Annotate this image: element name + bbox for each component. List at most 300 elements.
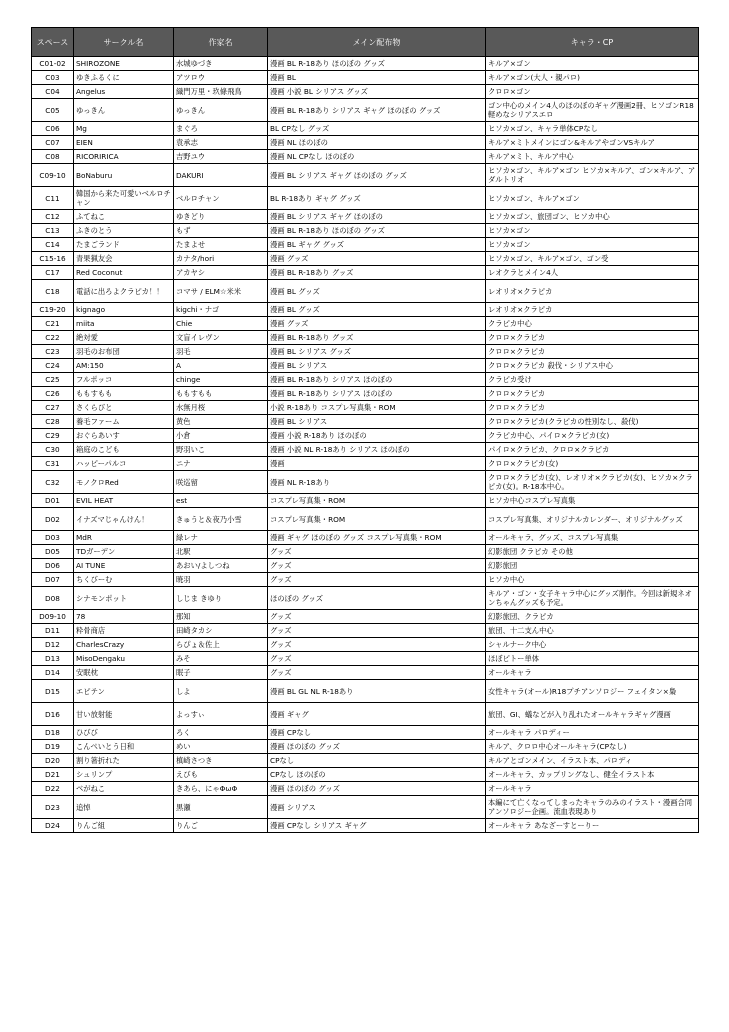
main-items-cell: 漫画 小説 R-18あり ほのぼの — [268, 429, 486, 443]
table-row — [32, 768, 699, 782]
character-cp-cell: オールキャラ あなざーすとーりー — [486, 819, 699, 833]
main-items-cell: グッズ — [268, 666, 486, 680]
table-row — [32, 680, 699, 703]
author-name-cell: ろく — [174, 726, 268, 740]
character-cp-cell: ヒソカ中心コスプレ写真集 — [486, 494, 699, 508]
space-cell: D06 — [32, 559, 74, 573]
circle-name-cell: Red Coconut — [74, 266, 174, 280]
space-cell: C30 — [32, 443, 74, 457]
main-items-cell: 漫画 BL グッズ — [268, 280, 486, 303]
space-cell: C27 — [32, 401, 74, 415]
table-row — [32, 782, 699, 796]
table-row — [32, 587, 699, 610]
table-row — [32, 71, 699, 85]
table-row — [32, 150, 699, 164]
circle-name-cell: おぐらあいす — [74, 429, 174, 443]
space-cell: C31 — [32, 457, 74, 471]
main-items-cell: 漫画 BL シリアス — [268, 415, 486, 429]
circle-name-cell: ちくびーむ — [74, 573, 174, 587]
circle-name-cell: SHIROZONE — [74, 57, 174, 71]
circle-name-cell: モノクロRed — [74, 471, 174, 494]
circle-name-cell: 甘い放射能 — [74, 703, 174, 726]
author-name-cell: えびも — [174, 768, 268, 782]
space-cell: C01-02 — [32, 57, 74, 71]
table-row — [32, 545, 699, 559]
table-row — [32, 252, 699, 266]
circle-name-cell: 電話に出ろよクラピカ！！ — [74, 280, 174, 303]
main-items-cell: 漫画 BL シリアス — [268, 359, 486, 373]
author-name-cell: 文盲イレヴン — [174, 331, 268, 345]
space-cell: C08 — [32, 150, 74, 164]
main-items-cell: 漫画 ほのぼの グッズ — [268, 782, 486, 796]
author-name-cell: きあら、にゃΦωΦ — [174, 782, 268, 796]
author-name-cell: まぐろ — [174, 122, 268, 136]
main-items-cell: グッズ — [268, 624, 486, 638]
space-cell: C24 — [32, 359, 74, 373]
main-items-cell: 漫画 ギャグ — [268, 703, 486, 726]
main-items-cell: 漫画 ほのぼの グッズ — [268, 740, 486, 754]
space-cell: D07 — [32, 573, 74, 587]
circle-name-cell: こんぺいとう日和 — [74, 740, 174, 754]
table-header — [32, 28, 699, 57]
main-items-cell: 漫画 CPなし シリアス ギャグ — [268, 819, 486, 833]
author-name-cell: ベルロチャン — [174, 187, 268, 210]
character-cp-cell: ヒソカ×ゴン — [486, 224, 699, 238]
main-items-cell: 漫画 BL シリアス ギャグ ほのぼの グッズ — [268, 164, 486, 187]
main-items-cell: 小説 R-18あり コスプレ写真集・ROM — [268, 401, 486, 415]
table-row — [32, 754, 699, 768]
circle-name-cell: 韓国から来た可愛いベルロチャン — [74, 187, 174, 210]
circle-name-cell: ひびび — [74, 726, 174, 740]
main-items-cell: ほのぼの グッズ — [268, 587, 486, 610]
author-name-cell: りんご — [174, 819, 268, 833]
space-cell: C18 — [32, 280, 74, 303]
author-name-cell: あおい/よしつね — [174, 559, 268, 573]
table-row — [32, 359, 699, 373]
table-row — [32, 610, 699, 624]
author-name-cell: 野羽いこ — [174, 443, 268, 457]
space-cell: C21 — [32, 317, 74, 331]
circle-name-cell: 78 — [74, 610, 174, 624]
character-cp-cell: クラピカ受け — [486, 373, 699, 387]
circle-name-cell: 粋骨商店 — [74, 624, 174, 638]
main-items-cell: 漫画 BL GL NL R-18あり — [268, 680, 486, 703]
character-cp-cell: 女性キャラ(オール)R18プチアンソロジー フェイタン×梟 — [486, 680, 699, 703]
main-items-cell: 漫画 BL R-18あり グッズ — [268, 266, 486, 280]
character-cp-cell: オールキャラ — [486, 782, 699, 796]
main-items-cell: 漫画 BL R-18あり シリアス ほのぼの — [268, 373, 486, 387]
circle-name-cell: ふてねこ — [74, 210, 174, 224]
character-cp-cell: ヒソカ×ゴン、旅団ゴン、ヒソカ中心 — [486, 210, 699, 224]
main-items-cell: グッズ — [268, 638, 486, 652]
main-items-cell: BL CPなし グッズ — [268, 122, 486, 136]
space-cell: D21 — [32, 768, 74, 782]
space-cell: C06 — [32, 122, 74, 136]
character-cp-cell: オールキャラ パロディー — [486, 726, 699, 740]
author-name-cell: たまよせ — [174, 238, 268, 252]
character-cp-cell: クロロ×クラピカ(女)、レオリオ×クラピカ(女)、ヒソカ×クラピカ(女)。R-18本中心。 — [486, 471, 699, 494]
space-cell: C28 — [32, 415, 74, 429]
circle-name-cell: EVIL HEAT — [74, 494, 174, 508]
table-row — [32, 136, 699, 150]
main-items-cell: CPなし — [268, 754, 486, 768]
main-items-cell: 漫画 BL シリアス グッズ — [268, 345, 486, 359]
circle-name-cell: Angelus — [74, 85, 174, 99]
space-cell: C29 — [32, 429, 74, 443]
author-name-cell: しじま きゆり — [174, 587, 268, 610]
space-cell: C09-10 — [32, 164, 74, 187]
circle-name-cell: 割り箸折れた — [74, 754, 174, 768]
author-name-cell: アツロウ — [174, 71, 268, 85]
table-row — [32, 122, 699, 136]
table-row — [32, 796, 699, 819]
table-row — [32, 303, 699, 317]
character-cp-cell: キルア×ゴン(大人・親パロ) — [486, 71, 699, 85]
character-cp-cell: キルア×ミトメインにゴン&キルアやゴンVSキルア — [486, 136, 699, 150]
space-cell: D23 — [32, 796, 74, 819]
space-cell: D03 — [32, 531, 74, 545]
circle-name-cell: フルポッコ — [74, 373, 174, 387]
character-cp-cell: クロロ×クラピカ(クラピカの性別なし、殺伐) — [486, 415, 699, 429]
character-cp-cell: クロロ×クラピカ 殺伐・シリアス中心 — [486, 359, 699, 373]
author-name-cell: 黒瀬 — [174, 796, 268, 819]
space-cell: D16 — [32, 703, 74, 726]
main-items-cell: グッズ — [268, 652, 486, 666]
table-row — [32, 373, 699, 387]
space-cell: D11 — [32, 624, 74, 638]
main-items-cell: 漫画 CPなし — [268, 726, 486, 740]
main-items-cell: コスプレ写真集・ROM — [268, 494, 486, 508]
table-row — [32, 317, 699, 331]
space-cell: D12 — [32, 638, 74, 652]
circle-name-cell: シュリンプ — [74, 768, 174, 782]
table-row — [32, 652, 699, 666]
main-items-cell: 漫画 BL — [268, 71, 486, 85]
author-name-cell: 吉野ユウ — [174, 150, 268, 164]
main-items-cell: 漫画 NL ほのぼの — [268, 136, 486, 150]
author-name-cell: 水城ゆづき — [174, 57, 268, 71]
space-cell: C32 — [32, 471, 74, 494]
main-items-cell: 漫画 BL R-18あり グッズ — [268, 331, 486, 345]
character-cp-cell: ヒソカ×ゴン — [486, 238, 699, 252]
author-name-cell: ゆっきん — [174, 99, 268, 122]
circle-name-cell: AI TUNE — [74, 559, 174, 573]
character-cp-cell: クラピカ中心 — [486, 317, 699, 331]
main-items-cell: グッズ — [268, 559, 486, 573]
space-cell: C22 — [32, 331, 74, 345]
main-items-cell: グッズ — [268, 545, 486, 559]
space-cell: D24 — [32, 819, 74, 833]
table-row — [32, 703, 699, 726]
author-name-cell: カナタ/hori — [174, 252, 268, 266]
circle-name-cell: ハッピーパルコ — [74, 457, 174, 471]
space-cell: C13 — [32, 224, 74, 238]
circle-name-cell: RICORIRICA — [74, 150, 174, 164]
main-items-cell: 漫画 BL R-18あり シリアス ほのぼの — [268, 387, 486, 401]
space-cell: D02 — [32, 508, 74, 531]
author-name-cell: est — [174, 494, 268, 508]
character-cp-cell: パイロ×クラピカ、クロロ×クラピカ — [486, 443, 699, 457]
main-items-cell: コスプレ写真集・ROM — [268, 508, 486, 531]
space-cell: C11 — [32, 187, 74, 210]
main-items-cell: 漫画 BL シリアス ギャグ ほのぼの — [268, 210, 486, 224]
circle-name-cell: 青果猟友会 — [74, 252, 174, 266]
character-cp-cell: ヒソカ×ゴン、キルア×ゴン ヒソカ×キルア、ゴン×キルア、アダルトリオ — [486, 164, 699, 187]
space-cell: D08 — [32, 587, 74, 610]
author-name-cell: もず — [174, 224, 268, 238]
table-row — [32, 266, 699, 280]
author-name-cell: 田崎タカシ — [174, 624, 268, 638]
circle-name-cell: たまごランド — [74, 238, 174, 252]
author-name-cell: 黄色 — [174, 415, 268, 429]
circle-name-cell: 安眠枕 — [74, 666, 174, 680]
character-cp-cell: キルアとゴンメイン、イラスト本、パロディ — [486, 754, 699, 768]
author-name-cell: らぴょ＆佐上 — [174, 638, 268, 652]
main-items-cell: BL R-18あり ギャグ グッズ — [268, 187, 486, 210]
character-cp-cell: キルア、クロロ中心オールキャラ(CPなし) — [486, 740, 699, 754]
table-row — [32, 726, 699, 740]
author-name-cell: きゅうと＆夜乃小雪 — [174, 508, 268, 531]
circle-name-cell: EIEN — [74, 136, 174, 150]
circle-table — [31, 27, 699, 833]
space-cell: C15-16 — [32, 252, 74, 266]
table-row — [32, 443, 699, 457]
circle-name-cell: 羽毛のお布団 — [74, 345, 174, 359]
circle-name-cell: りんご組 — [74, 819, 174, 833]
main-items-cell: 漫画 — [268, 457, 486, 471]
main-items-cell: グッズ — [268, 573, 486, 587]
character-cp-cell: クロロ×クラピカ — [486, 401, 699, 415]
character-cp-cell: 幻影旅団 クラピカ その他 — [486, 545, 699, 559]
character-cp-cell: 幻影旅団、クラピカ — [486, 610, 699, 624]
main-items-cell: 漫画 BL R-18あり ほのぼの グッズ — [268, 57, 486, 71]
main-items-cell: 漫画 小説 BL シリアス グッズ — [268, 85, 486, 99]
circle-name-cell: べがねこ — [74, 782, 174, 796]
circle-name-cell: TDガーデン — [74, 545, 174, 559]
author-name-cell: しよ — [174, 680, 268, 703]
space-cell: C05 — [32, 99, 74, 122]
author-name-cell: A — [174, 359, 268, 373]
main-items-cell: 漫画 BL R-18あり シリアス ギャグ ほのぼの グッズ — [268, 99, 486, 122]
main-items-cell: 漫画 ギャグ ほのぼの グッズ コスプレ写真集・ROM — [268, 531, 486, 545]
character-cp-cell: クロロ×ゴン — [486, 85, 699, 99]
character-cp-cell: ほぼピトー単体 — [486, 652, 699, 666]
circle-name-cell: エピテン — [74, 680, 174, 703]
character-cp-cell: ゴン中心のメイン4人のほのぼのギャグ漫画2冊、ヒソゴンR18軽めなシリアスエロ — [486, 99, 699, 122]
circle-name-cell: AM:150 — [74, 359, 174, 373]
author-name-cell: ももすもも — [174, 387, 268, 401]
circle-name-cell: miita — [74, 317, 174, 331]
author-name-cell: ニナ — [174, 457, 268, 471]
character-cp-cell: クロロ×クラピカ — [486, 387, 699, 401]
space-cell: C19-20 — [32, 303, 74, 317]
space-cell: C25 — [32, 373, 74, 387]
author-name-cell: 暁羽 — [174, 573, 268, 587]
table-row — [32, 494, 699, 508]
author-name-cell: 槙崎さつき — [174, 754, 268, 768]
author-name-cell: 小倉 — [174, 429, 268, 443]
space-cell: D22 — [32, 782, 74, 796]
author-name-cell: コマサ / ELM☆米米 — [174, 280, 268, 303]
author-name-cell: 緑レナ — [174, 531, 268, 545]
circle-name-cell: BoNaburu — [74, 164, 174, 187]
circle-name-cell: CharlesCrazy — [74, 638, 174, 652]
author-name-cell: 眠子 — [174, 666, 268, 680]
space-cell: D05 — [32, 545, 74, 559]
circle-name-cell: 絶対愛 — [74, 331, 174, 345]
author-name-cell: kigchi・ナゴ — [174, 303, 268, 317]
circle-name-cell: 箱庭のこども — [74, 443, 174, 457]
space-cell: C07 — [32, 136, 74, 150]
circle-name-cell: イナズマじゃんけん！ — [74, 508, 174, 531]
table-row — [32, 559, 699, 573]
table-row — [32, 531, 699, 545]
space-cell: D01 — [32, 494, 74, 508]
circle-name-cell: ももすもも — [74, 387, 174, 401]
circle-name-cell: MisoDengaku — [74, 652, 174, 666]
character-cp-cell: キルア・ゴン・女子キャラ中心にグッズ制作。今回は新規ネオンちゃんグッズも予定。 — [486, 587, 699, 610]
space-cell: D15 — [32, 680, 74, 703]
author-name-cell: ゆきどり — [174, 210, 268, 224]
author-name-cell: 織門万里・玖條飛鳥 — [174, 85, 268, 99]
character-cp-cell: 旅団、GI、蟻などが入り乱れたオールキャラギャグ漫画 — [486, 703, 699, 726]
main-items-cell: CPなし ほのぼの — [268, 768, 486, 782]
table-row — [32, 387, 699, 401]
character-cp-cell: 本編にて亡くなってしまったキャラのみのイラスト・漫画合同アンソロジー企画。流血表現あり — [486, 796, 699, 819]
character-cp-cell: ヒソカ×ゴン、キルア×ゴン、ゴン受 — [486, 252, 699, 266]
table-row — [32, 471, 699, 494]
character-cp-cell: レオリオ×クラピカ — [486, 280, 699, 303]
table-row — [32, 666, 699, 680]
character-cp-cell: レオクラとメイン4人 — [486, 266, 699, 280]
character-cp-cell: キルア×ミト、キルア中心 — [486, 150, 699, 164]
character-cp-cell: クラピカ中心、パイロ×クラピカ(女) — [486, 429, 699, 443]
table-row — [32, 457, 699, 471]
table-row — [32, 401, 699, 415]
main-items-cell: 漫画 シリアス — [268, 796, 486, 819]
circle-name-cell: ゆきふるくに — [74, 71, 174, 85]
header-circle-name: サークル名 — [74, 28, 174, 57]
main-items-cell: 漫画 BL ギャグ グッズ — [268, 238, 486, 252]
character-cp-cell: ヒソカ中心 — [486, 573, 699, 587]
table-row — [32, 85, 699, 99]
space-cell: C26 — [32, 387, 74, 401]
table-row — [32, 99, 699, 122]
table-row — [32, 345, 699, 359]
author-name-cell: めい — [174, 740, 268, 754]
author-name-cell: 北駅 — [174, 545, 268, 559]
space-cell: C17 — [32, 266, 74, 280]
space-cell: C12 — [32, 210, 74, 224]
table-row — [32, 164, 699, 187]
character-cp-cell: クロロ×クラピカ — [486, 345, 699, 359]
author-name-cell: chinge — [174, 373, 268, 387]
main-items-cell: 漫画 NL CPなし ほのぼの — [268, 150, 486, 164]
character-cp-cell: ヒソカ×ゴン、キルア×ゴン — [486, 187, 699, 210]
space-cell: D13 — [32, 652, 74, 666]
space-cell: C14 — [32, 238, 74, 252]
main-items-cell: 漫画 NL R-18あり — [268, 471, 486, 494]
author-name-cell: 那知 — [174, 610, 268, 624]
character-cp-cell: 幻影旅団 — [486, 559, 699, 573]
main-items-cell: 漫画 BL R-18あり ほのぼの グッズ — [268, 224, 486, 238]
author-name-cell: よっすぃ — [174, 703, 268, 726]
header-row — [32, 28, 699, 57]
character-cp-cell: キルア×ゴン — [486, 57, 699, 71]
character-cp-cell: シャルナーク中心 — [486, 638, 699, 652]
space-cell: D19 — [32, 740, 74, 754]
header-author-name: 作家名 — [174, 28, 268, 57]
circle-name-cell: 養毛ファーム — [74, 415, 174, 429]
table-row — [32, 740, 699, 754]
main-items-cell: 漫画 BL グッズ — [268, 303, 486, 317]
circle-name-cell: kignago — [74, 303, 174, 317]
table-body — [32, 57, 699, 833]
character-cp-cell: コスプレ写真集、オリジナルカレンダー、オリジナルグッズ — [486, 508, 699, 531]
space-cell: D09-10 — [32, 610, 74, 624]
character-cp-cell: オールキャラ — [486, 666, 699, 680]
character-cp-cell: オールキャラ、カップリングなし、健全イラスト本 — [486, 768, 699, 782]
author-name-cell: DAKURI — [174, 164, 268, 187]
author-name-cell: みそ — [174, 652, 268, 666]
circle-name-cell: MdR — [74, 531, 174, 545]
table-row — [32, 187, 699, 210]
character-cp-cell: ヒソカ×ゴン、キャラ単体CPなし — [486, 122, 699, 136]
character-cp-cell: オールキャラ、グッズ、コスプレ写真集 — [486, 531, 699, 545]
space-cell: D14 — [32, 666, 74, 680]
author-name-cell: 咲巡留 — [174, 471, 268, 494]
character-cp-cell: レオリオ×クラピカ — [486, 303, 699, 317]
table-row — [32, 415, 699, 429]
circle-name-cell: Mg — [74, 122, 174, 136]
author-name-cell: 羽毛 — [174, 345, 268, 359]
space-cell: C23 — [32, 345, 74, 359]
main-items-cell: 漫画 グッズ — [268, 317, 486, 331]
table-row — [32, 57, 699, 71]
table-row — [32, 819, 699, 833]
table-row — [32, 624, 699, 638]
main-items-cell: 漫画 小説 NL R-18あり シリアス ほのぼの — [268, 443, 486, 457]
circle-name-cell: ゆっきん — [74, 99, 174, 122]
author-name-cell: アカヤシ — [174, 266, 268, 280]
author-name-cell: 袁承志 — [174, 136, 268, 150]
table-row — [32, 210, 699, 224]
character-cp-cell: クロロ×クラピカ(女) — [486, 457, 699, 471]
circle-name-cell: 追悼 — [74, 796, 174, 819]
circle-name-cell: さくらびと — [74, 401, 174, 415]
author-name-cell: Chie — [174, 317, 268, 331]
circle-name-cell: シナモンポット — [74, 587, 174, 610]
space-cell: C03 — [32, 71, 74, 85]
circle-list-sheet — [31, 27, 698, 833]
table-row — [32, 573, 699, 587]
table-row — [32, 508, 699, 531]
space-cell: D20 — [32, 754, 74, 768]
author-name-cell: 水無月桜 — [174, 401, 268, 415]
header-space: スペース — [32, 28, 74, 57]
character-cp-cell: クロロ×クラピカ — [486, 331, 699, 345]
table-row — [32, 638, 699, 652]
table-row — [32, 429, 699, 443]
table-row — [32, 331, 699, 345]
table-row — [32, 238, 699, 252]
space-cell: C04 — [32, 85, 74, 99]
table-row — [32, 224, 699, 238]
circle-name-cell: ふきのとう — [74, 224, 174, 238]
main-items-cell: 漫画 グッズ — [268, 252, 486, 266]
table-row — [32, 280, 699, 303]
main-items-cell: グッズ — [268, 610, 486, 624]
